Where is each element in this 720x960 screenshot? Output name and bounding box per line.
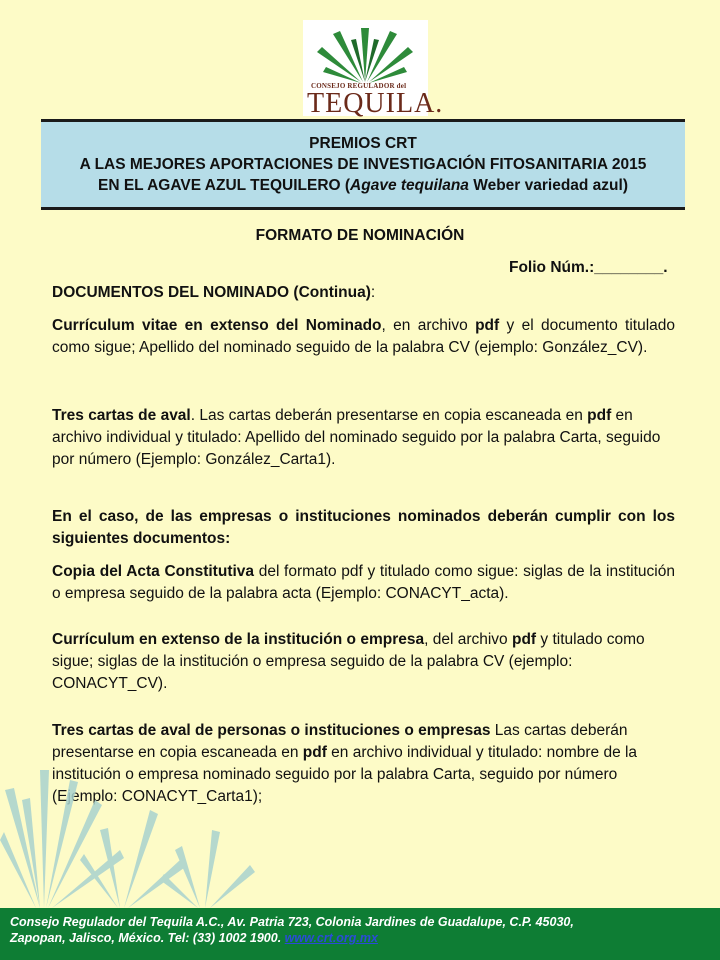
p4-bold-1: Copia del Acta Constitutiva [52,563,255,580]
banner-line-2: A LAS MEJORES APORTACIONES DE INVESTIGACIÓN FITOSANITARIA 2015 [79,156,647,173]
folio-end: . [663,259,668,276]
p4-text-1: del formato pdf y titulado como sigue: siglas de la institución o empresa seguido de la palabra acta (Ejemplo: CONACYT_acta). [52,563,675,602]
title-banner [41,119,685,210]
banner-line-3 [41,175,685,196]
p2-bold-2: pdf [587,407,612,424]
agave-decoration-icon [0,770,260,910]
website-link[interactable]: www.crt.org.mx [284,931,378,945]
p2-text-2: en archivo individual y titulado: Apellido del nominado seguido por la palabra Carta, seguido por número (Ejemplo: González_Carta1). [52,407,661,468]
p6-text-2: en archivo individual y titulado: nombre de la institución o empresa nominado seguido por la palabra Carta, seguido por número (Ejemplo: CONACYT_Carta1); [52,744,638,805]
banner-line-3-start: EN EL AGAVE AZUL TEQUILERO ( [98,177,351,194]
p6-text-1: Las cartas deberán presentarse en copia escaneada en [52,722,628,761]
agave-logo-icon [303,20,428,90]
p1-bold-1: Currículum vitae en extenso del Nominado [52,317,382,334]
folio-field [509,257,668,279]
folio-label: Folio Núm.: [509,259,595,276]
paragraph-cartas-aval [52,405,675,471]
p1-text-2: y el documento titulado como sigue; Apellido del nominado seguido de la palabra CV (ejemplo: González_CV). [52,317,676,356]
p5-text-2: y titulado como sigue; siglas de la institución o empresa seguido de la palabra CV (ejemplo: CONACYT_CV). [52,631,645,692]
p6-bold-1: Tres cartas de aval de personas o instituciones o empresas [52,722,491,739]
p5-text-1: , del archivo [424,631,512,648]
p2-bold-1: Tres cartas de aval [52,407,191,424]
p5-bold-1: Currículum en extenso de la institución o empresa [52,631,425,648]
form-title: FORMATO DE NOMINACIÓN [255,227,465,244]
footer-address-text: Zapopan, Jalisco, México. Tel: (33) 1002 1900. [10,931,282,945]
paragraph-cv-nominado [52,315,675,359]
section-heading [52,282,375,304]
paragraph-empresas-intro: En el caso, de las empresas o instituciones nominados deberán cumplir con los siguientes documentos: [52,508,675,547]
paragraph-acta-constitutiva [52,561,675,605]
section-heading-text: DOCUMENTOS DEL NOMINADO (Continua) [52,284,371,301]
logo-big-text: TEQUILA. [307,88,444,119]
crt-logo [303,20,444,119]
section-heading-colon: : [370,284,376,301]
p1-bold-2: pdf [475,317,500,334]
p5-bold-2: pdf [511,631,537,648]
folio-blank[interactable]: ________ [594,259,664,276]
banner-line-1: PREMIOS CRT [309,135,417,152]
banner-line-3-species: Agave tequilana [350,177,469,194]
banner-line-3-end: Weber variedad azul) [468,177,628,194]
p2-text-1: . Las cartas deberán presentarse en copia escaneada en [190,407,588,424]
paragraph-cv-institucion [52,629,675,695]
footer-address-line-2 [10,930,710,946]
footer [0,908,720,960]
p1-text-1: , en archivo [381,317,476,334]
footer-address-line-1: Consejo Regulador del Tequila A.C., Av. Patria 723, Colonia Jardines de Guadalupe, C.P. 45030, [10,915,574,929]
logo-small-text: CONSEJO REGULADOR del [311,82,407,90]
p6-bold-2: pdf [302,744,327,761]
